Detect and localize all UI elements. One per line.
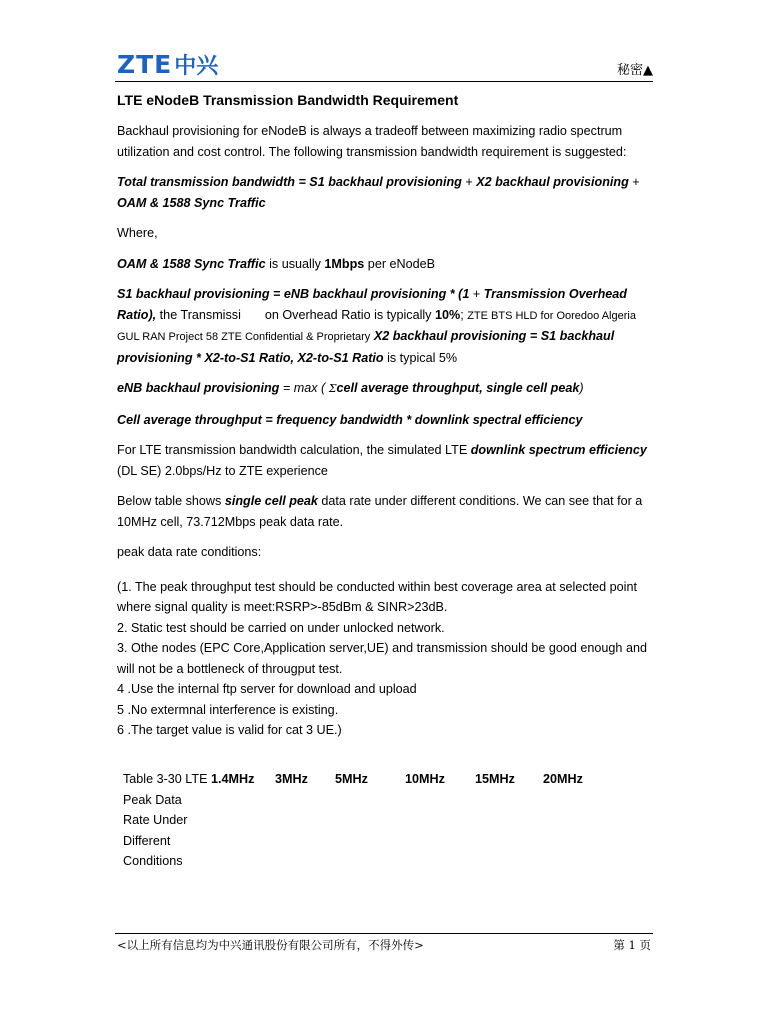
below-text-end: data rate under different conditions. We can see that for a 10MHz cell, 73.712Mbps peak data rate. [117,494,643,529]
total-bandwidth-formula [117,172,657,213]
enb-formula [117,378,657,400]
condition-item: 2. Static test should be carried on under unlocked network. [117,620,445,635]
inline-document-footer-text: ZTE BTS HLD for Ooredoo Algeria GUL RAN Project 58 ZTE Confidential & Proprietary [117,309,636,343]
formula-term-s1: Total transmission bandwidth = S1 backhaul provisioning [117,175,462,189]
condition-item: 4 .Use the internal ftp server for download and upload [117,682,417,696]
document-title: LTE eNodeB Transmission Bandwidth Requirement [117,92,459,108]
enb-term: eNB backhaul provisioning [117,381,280,395]
calc-text: For LTE transmission bandwidth calculation, the simulated LTE [117,443,471,457]
oam-text-end: per eNodeB [364,256,436,271]
calculation-paragraph [117,440,657,481]
column-header: 15MHz [475,772,515,786]
logo-latin-text: ZTE [117,49,173,79]
below-text: Below table shows [117,494,225,508]
s1-text: the Transmissi [156,307,241,322]
cell-average-formula: Cell average throughput = frequency bandwidth * downlink spectral efficiency [117,412,583,427]
column-header: 20MHz [543,772,583,786]
s1-term: S1 backhaul provisioning = eNB backhaul provisioning * (1 [117,287,470,301]
below-term: single cell peak [224,494,318,508]
oam-value: 1Mbps [324,256,365,271]
page-number: 第 1 页 [613,938,651,952]
s1-plus: + [469,287,484,301]
s1-semicolon: ; [460,307,468,322]
s1-term-overhead: Transmission Overhead Ratio), [117,287,627,322]
condition-item: 3. Othe nodes (EPC Core,Application server,UE) and transmission should be good enough and will not be a bottleneck of througput test. [117,641,647,676]
formula-plus: + [461,175,477,189]
s1-x2-paragraph [117,284,657,368]
peak-rate-table [117,769,603,872]
column-header: 3MHz [275,772,308,786]
s1-value: 10% [434,307,461,322]
column-header: 1.4MHz [211,772,255,786]
footer-rule [115,933,653,934]
confidentiality-notice: <以上所有信息均为中兴通讯股份有限公司所有，不得外传> [117,938,424,952]
header-rule [115,81,653,82]
where-label: Where, [117,226,158,240]
condition-item: 5 .No extermnal interference is existing. [117,702,339,717]
condition-item: (1. The peak throughput test should be conducted within best coverage area at selected point where signal quality is meet:RSRP>-85dBm & SINR>23dB. [117,579,637,614]
logo-cjk-text: 中兴 [174,53,219,79]
column-header: 10MHz [405,772,445,786]
intro-paragraph: Backhaul provisioning for eNodeB is always a tradeoff between maximizing radio spectrum utilization and cost control. The following transmission bandwidth requirement is suggested: [117,124,627,159]
condition-item: 6 .The target value is valid for cat 3 UE.) [117,723,342,737]
formula-plus: + [628,175,640,189]
conditions-heading: peak data rate conditions: [117,545,262,559]
oam-term: OAM & 1588 Sync Traffic [117,256,266,271]
table-row [117,769,603,872]
x2-term: X2 backhaul provisioning = S1 backhaul provisioning * X2-to-S1 Ratio, X2-to-S1 Ratio [117,329,615,365]
calc-term: downlink spectrum efficiency [470,443,647,457]
enb-close: ) [579,381,584,395]
s1-text-2: on Overhead Ratio is typically [264,307,435,322]
peak-rate-table-wrap [117,769,603,872]
oam-text: is usually [265,256,325,271]
zte-logo [117,50,218,78]
x2-text: is typical 5% [383,350,458,365]
below-table-paragraph [117,491,657,532]
formula-term-oam: OAM & 1588 Sync Traffic [117,195,266,210]
formula-term-x2: X2 backhaul provisioning [476,175,629,189]
classification-mark: 秘密▲ [617,63,653,78]
column-header: 5MHz [335,772,368,786]
enb-args: cell average throughput, single cell peak [336,381,580,395]
oam-paragraph [117,254,657,275]
sigma-symbol: Σ [328,382,337,395]
calc-text-end: (DL SE) 2.0bps/Hz to ZTE experience [117,463,328,478]
table-caption: Table 3-30 LTE Peak Data Rate Under Different Conditions [123,772,208,868]
document-body [117,86,657,741]
enb-eq: = max ( [279,381,329,395]
conditions-block [117,542,657,741]
